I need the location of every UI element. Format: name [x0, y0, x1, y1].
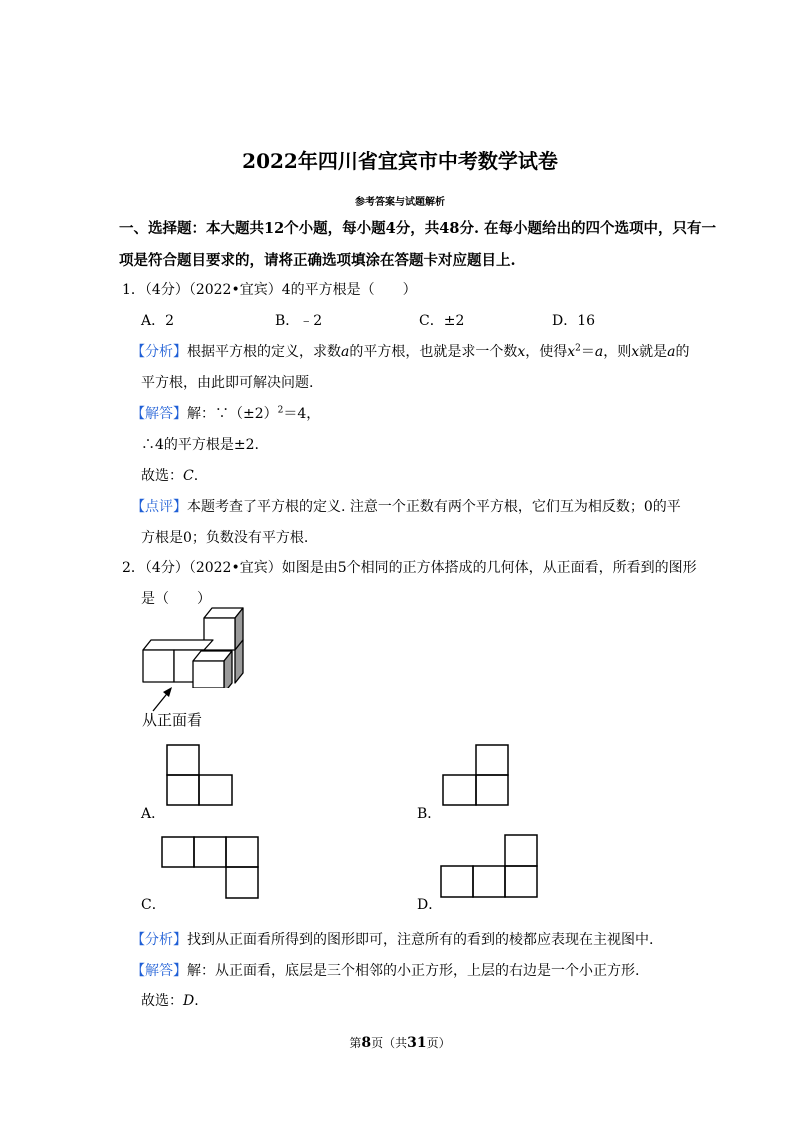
section-heading-line2: 项是符合题目要求的，请将正确选项填涂在答题卡对应题目上. — [119, 252, 516, 269]
q2-option-b-label: B． — [417, 806, 442, 822]
section-heading-line1: 一、选择题：本大题共12个小题，每小题4分，共48分. 在每小题给出的四个选项中，只有一 — [119, 220, 717, 237]
q2-option-c-label: C． — [141, 897, 166, 913]
q1-option-a: A．2 — [141, 313, 175, 329]
q2-option-a-figure — [166, 744, 234, 806]
page-title: 2022年四川省宜宾市中考数学试卷 — [242, 149, 558, 173]
q1-option-d: D．16 — [552, 313, 596, 329]
page-subtitle: 参考答案与试题解析 — [355, 197, 445, 208]
q2-option-c-figure — [161, 836, 259, 899]
analysis-tag: 【分析】 — [131, 932, 187, 948]
analysis-tag: 【分析】 — [131, 344, 187, 360]
q1-option-c: C．±2 — [419, 313, 465, 329]
q2-option-d-figure — [440, 834, 538, 898]
q1-answer-line2: ∴4的平方根是±2. — [141, 437, 259, 453]
q2-option-b-figure — [442, 744, 510, 806]
q2-stem-line2: 是（ ） — [141, 591, 211, 607]
q1-stem: 1．（4分）（2022•宜宾）4的平方根是（ ） — [122, 282, 417, 298]
q1-comment: 【点评】本题考查了平方根的定义. 注意一个正数有两个平方根，它们互为相反数；0的平 — [131, 499, 681, 515]
current-page-number: 8 — [361, 1035, 372, 1051]
q1-comment-line2: 方根是0；负数没有平方根. — [141, 530, 309, 546]
q2-choice: 故选：D. — [141, 993, 199, 1009]
answer-tag: 【解答】 — [131, 963, 187, 979]
q2-analysis: 【分析】找到从正面看所得到的图形即可，注意所有的看到的棱都应表现在主视图中. — [131, 932, 654, 948]
q2-stem: 2．（4分）（2022•宜宾）如图是由5个相同的正方体搭成的几何体，从正面看，所看到的图形 — [122, 560, 697, 576]
q2-option-a-label: A． — [141, 806, 166, 822]
q1-answer: 【解答】解：$\because(\pm 2)^2=4$， — [131, 405, 321, 422]
q2-answer: 【解答】解：从正面看，底层是三个相邻的小正方形，上层的右边是一个小正方形. — [131, 963, 640, 979]
answer-tag: 【解答】 — [131, 406, 187, 422]
q1-analysis-line2: 平方根，由此即可解决问题. — [141, 375, 314, 391]
q1-option-b: B．﹣2 — [275, 313, 323, 329]
cubes-3d-figure — [138, 603, 253, 688]
comment-tag: 【点评】 — [131, 499, 187, 515]
q1-analysis: 【分析】根据平方根的定义，求数a的平方根，也就是求一个数x，使得$x^2=a$，则x就是a的 — [131, 343, 690, 360]
page-footer: 第8页（共31页） — [349, 1035, 451, 1051]
q2-option-d-label: D． — [417, 897, 443, 913]
total-page-count: 31 — [407, 1035, 427, 1051]
q1-choice: 故选：C. — [141, 468, 199, 484]
view-direction-label: 从正面看 — [142, 711, 203, 729]
